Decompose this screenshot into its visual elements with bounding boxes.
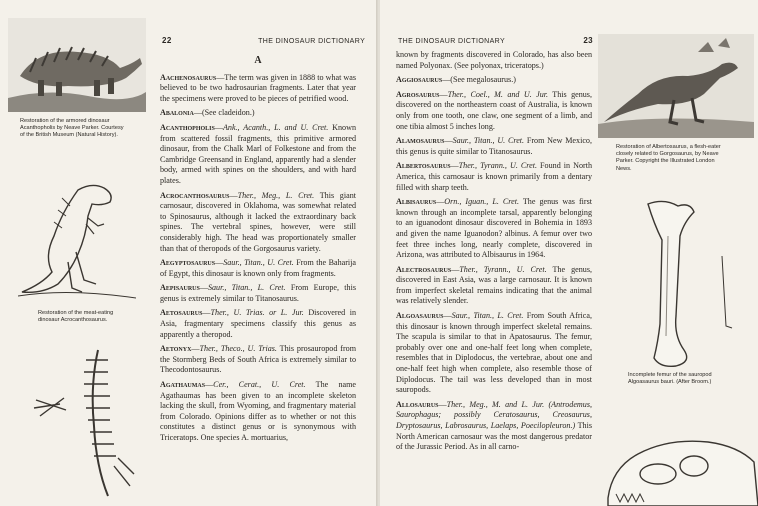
caption-acanthopholis: Restoration of the armored dinosaur Acanthopholis by Neave Parker. Courtesy of the British Museum (Natural History). xyxy=(20,118,124,139)
entry: Aegyptosaurus—Saur., Titan., U. Cret. From the Baharija of Egypt, this dinosaur is known only from fragments. xyxy=(160,258,357,278)
left-page-number: 22 xyxy=(162,36,172,45)
caption-albertosaurus: Restoration of Albertosaurus, a flesh-eater closely related to Gorgosaurus, by Neave Parker. Copyright the Illustrated London News. xyxy=(616,144,721,172)
entry: Agathaumas—Cer., Cerat., U. Cret. The name Agathaumas has been given to an incomplete skeleton lacking the skull, from Wyoming, and fragmentary material from Colorado. Opinions differ as to whether or not this constitutes a distinct genus or is synonymous with Triceratops. One species A. mortuarius, xyxy=(160,380,356,442)
entry: Agrosaurus—Ther., Coel., M. and U. Jur. This genus, discovered on the northeastern coast of Australia, is known only from one tooth, one claw, one segment of a limb, and one tibia almost 5 inches long. xyxy=(396,89,592,131)
entry: Aepisaurus—Saur., Titan., L. Cret. From Europe, this genus is extremely similar to Titanosaurus. xyxy=(160,283,356,303)
entry: Allosaurus—Ther., Meg., M. and L. Jur. (Antrodemus, Saurophagus; possibly Ceratosaurus, Creosaurus, Dryptosaurus, Labrosaurus, Laelaps, Poecilopleuron.) This North American carnosaur was the most dangerous predator of the Jurassic Period. As in all carno- xyxy=(396,399,592,452)
section-letter: A xyxy=(254,55,262,66)
entry: Algoasaurus—Saur., Titan., L. Cret. From South Africa, this dinosaur is known through imperfect skeletal remains. The scapula is similar to that in Apatosaurus. The femur, probably over one and one-half feet long when complete, resembles that in Diplodocus, the vertebrae, about one and one-half feet high when complete, also resemble those of Diplodocus. The tail was less developed than in most sauropods. xyxy=(396,311,592,395)
entry: Albisaurus—Orn., Iguan., L. Cret. The genus was first known through an incomplete tarsal, apparently belonging to an iguanodont dinosaur discovered in Bohemia in 1893 and given the name Iguanodon? albinus. A femur over two feet three inches long, nearly complete, discovered in Arizona, was attributed to Albisaurus in 1964. xyxy=(396,197,592,260)
right-page-number: 23 xyxy=(583,36,594,45)
entry: Acrocanthosaurus—Ther., Meg., L. Cret. This giant carnosaur, discovered in Oklahoma, was somewhat related to Spinosaurus, although it lacked the extraordinary back spines. The vertebral spines, however, were still considerably high. The head was proportionately smaller than that of theropods of the Gorgosaurus variety. xyxy=(160,190,356,253)
right-running-head xyxy=(398,36,593,45)
entry: known by fragments discovered in Colorado, has also been named Polyonax. (See polyonax, triceratops.) xyxy=(396,50,592,70)
skull-illustration xyxy=(598,428,758,506)
entry: Aggiosaurus—(See megalosaurus.) xyxy=(396,75,516,85)
albertosaurus-illustration xyxy=(598,34,754,138)
femur-illustration xyxy=(614,196,740,372)
left-running-head xyxy=(162,36,365,45)
left-page xyxy=(0,0,378,506)
entry: Aachenosaurus—The term was given in 1888 to what was believed to be two hadrosaurian fragments. Later that year the specimens were proved to be pieces of petrified wood. xyxy=(160,72,356,103)
entry: Aetonyx—Ther., Theco., U. Trias. This prosauropod from the Stormberg Beds of South Africa is extremely similar to Thecodontosaurus. xyxy=(160,344,356,375)
right-text-column xyxy=(396,50,592,457)
entry: Alectrosaurus—Ther., Tyrann., U. Cret. The genus, discovered in East Asia, was a large carnosaur. It is known from imperfect skeletal remains indicating that the animal was relatively slender. xyxy=(396,264,592,306)
entry: Albertosaurus—Ther., Tyrann., U. Cret. Found in North America, this carnosaur is known primarily from a dentary filled with sharp teeth. xyxy=(396,161,592,192)
right-page xyxy=(380,0,758,506)
right-header-title: THE DINOSAUR DICTIONARY xyxy=(398,38,505,45)
acrocanthosaurus-illustration xyxy=(18,176,136,302)
left-text-column xyxy=(160,56,356,448)
caption-acrocanthosaurus: Restoration of the meat-eating dinosaur Acrocanthosaurus. xyxy=(38,310,114,324)
entry: Aetosaurus—Ther., U. Trias. or L. Jur. Discovered in Asia, fragmentary specimens classify this genus as apparently a theropod. xyxy=(160,308,356,339)
skeleton-illustration xyxy=(30,346,140,502)
entry: Abalonia—(See cladeidon.) xyxy=(160,108,255,118)
left-header-title: THE DINOSAUR DICTIONARY xyxy=(258,38,366,45)
entry: Acanthopholis—Ank., Acanth., L. and U. Cret. Known from scattered fossil fragments, this primitive armored dinosaur, from the Chalk Marl of Folkestone and from the Cambridge Greensand in England, apparently had a slender body, armed with spines on the shoulders, and with hard plates. xyxy=(160,122,356,185)
acanthopholis-illustration xyxy=(8,18,146,112)
entry: Alamosaurus—Saur., Titan., U. Cret. From New Mexico, this genus is quite similar to Titanosaurus. xyxy=(396,136,592,156)
caption-algoasaurus: Incomplete femur of the sauropod Algoasaurus bauri. (After Broom.) xyxy=(628,372,712,386)
